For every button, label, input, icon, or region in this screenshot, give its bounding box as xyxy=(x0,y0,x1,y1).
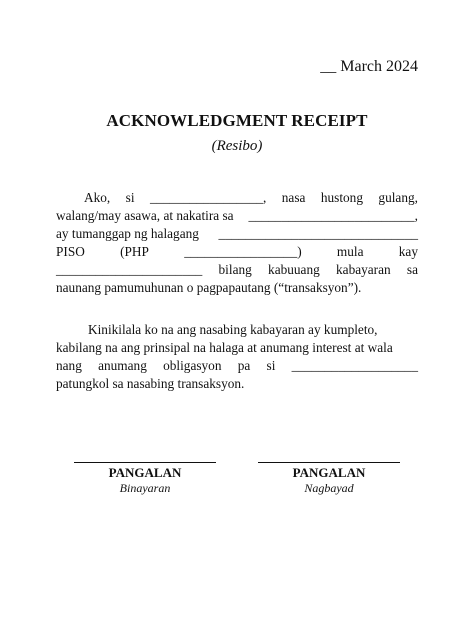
name-blank: _________________, xyxy=(149,190,267,205)
address-blank: _________________________, xyxy=(248,208,418,223)
word: kabuuang xyxy=(268,262,320,277)
signature-role-payer: Nagbayad xyxy=(304,481,354,495)
paragraph2-line2 xyxy=(56,339,418,357)
text-segment: ay tumanggap ng halagang xyxy=(56,226,199,241)
signature-name-recipient: PANGALAN xyxy=(108,465,182,480)
paragraph1-line6 xyxy=(56,279,418,297)
signature-name-payer: PANGALAN xyxy=(292,465,366,480)
word: bilang xyxy=(218,262,252,277)
paragraph1-line3 xyxy=(56,225,418,243)
signature-line-recipient xyxy=(74,462,216,463)
signature-line-payer xyxy=(258,462,400,463)
word: sa xyxy=(406,262,418,277)
text-segment: walang/may asawa, at nakatira sa xyxy=(56,208,234,223)
word: pa xyxy=(237,358,251,373)
word: kay xyxy=(398,244,418,259)
word: hustong xyxy=(320,190,363,205)
word: Ako, xyxy=(84,190,111,205)
recipient-blank: ___________________ xyxy=(291,358,418,373)
date-line: __ March 2024 xyxy=(320,58,418,75)
paragraph1-line5 xyxy=(56,261,418,279)
paragraph1-line2 xyxy=(56,207,418,225)
word: si xyxy=(125,190,135,205)
word: si xyxy=(266,358,276,373)
paragraph2-line1 xyxy=(56,321,418,339)
amount-words-blank: ______________________________ xyxy=(218,226,418,241)
text-segment: kabilang na ang prinsipal na halaga at anumang interest at wala xyxy=(56,340,393,355)
paragraph-receipt xyxy=(56,189,418,297)
payer-blank: ______________________ xyxy=(56,262,203,277)
text-segment: Kinikilala ko na ang nasabing kabayaran ay kumpleto, xyxy=(88,322,378,337)
signature-role-recipient: Binayaran xyxy=(119,481,171,495)
word: gulang, xyxy=(378,190,418,205)
amount-number-blank: _________________) xyxy=(184,244,302,259)
paragraph1-line4 xyxy=(56,243,418,261)
word: (PHP xyxy=(120,244,149,259)
paragraph2-line4 xyxy=(56,375,418,393)
word: nasa xyxy=(281,190,306,205)
paragraph2-line3 xyxy=(56,357,418,375)
word: obligasyon xyxy=(163,358,222,373)
document-title: ACKNOWLEDGMENT RECEIPT xyxy=(106,111,368,130)
word: nang xyxy=(56,358,82,373)
word: kabayaran xyxy=(336,262,391,277)
word: PISO xyxy=(56,244,85,259)
word: anumang xyxy=(98,358,147,373)
paragraph-acknowledgment xyxy=(56,321,418,393)
document-subtitle: (Resibo) xyxy=(211,138,263,154)
text-segment: patungkol sa nasabing transaksyon. xyxy=(56,376,245,391)
text-segment: naunang pamumuhunan o pagpapautang (“transaksyon”). xyxy=(56,280,362,295)
paragraph1-line1 xyxy=(56,189,418,207)
word: mula xyxy=(336,244,364,259)
